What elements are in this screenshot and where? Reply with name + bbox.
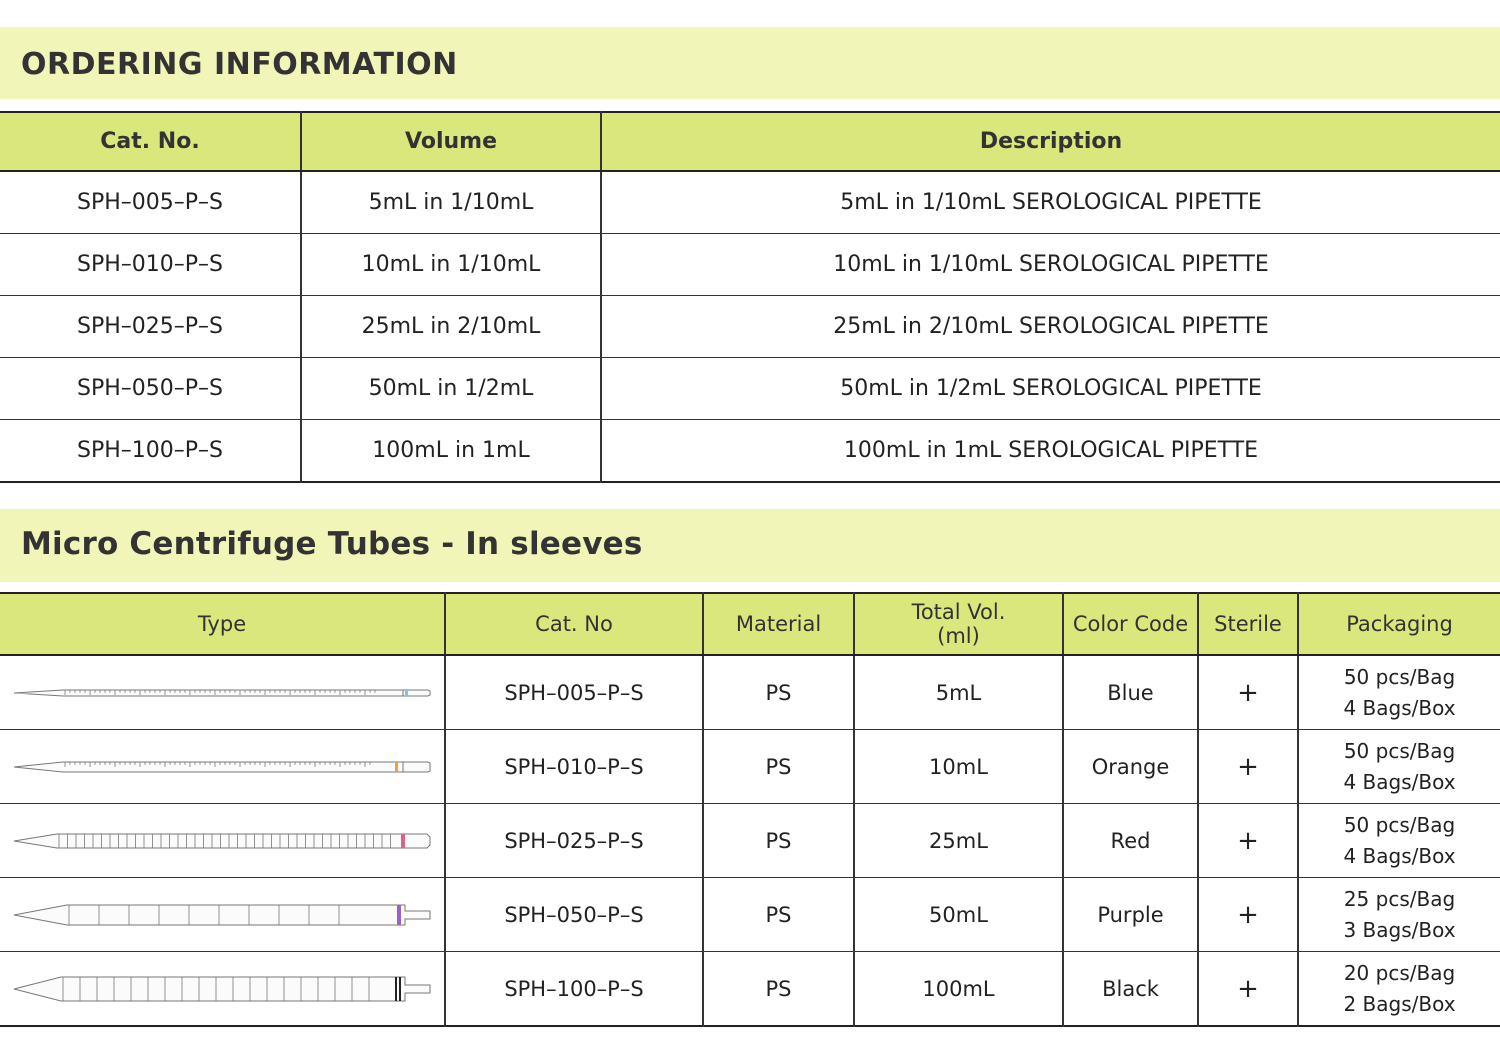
cat-no-cell: SPH–010–P–S	[0, 234, 301, 296]
table-row	[0, 296, 1500, 358]
column-header-packaging: Packaging	[1298, 593, 1500, 655]
description-cell: 25mL in 2/10mL SEROLOGICAL PIPETTE	[601, 296, 1500, 358]
column-header-description: Description	[601, 112, 1500, 171]
section-title: Micro Centrifuge Tubes - In sleeves	[21, 526, 643, 562]
volume-cell: 50mL in 1/2mL	[301, 358, 601, 420]
column-header-color-code: Color Code	[1063, 593, 1198, 655]
type-cell	[0, 730, 445, 804]
cat-no-cell: SPH–025–P–S	[445, 804, 703, 878]
packaging-cell	[1298, 804, 1500, 878]
sterile-cell: +	[1198, 804, 1298, 878]
table-row	[0, 420, 1500, 483]
table-header-row	[0, 112, 1500, 171]
total-vol-label: Total Vol.	[911, 600, 1006, 624]
sterile-cell: +	[1198, 655, 1298, 730]
color-band	[395, 977, 397, 1001]
table-row	[0, 171, 1500, 234]
sterile-cell: +	[1198, 730, 1298, 804]
packaging-per-bag: 50 pcs/Bag	[1343, 738, 1456, 763]
column-header-cat-no: Cat. No.	[0, 112, 301, 171]
column-header-cat-no: Cat. No	[445, 593, 703, 655]
packaging-per-box: 2 Bags/Box	[1343, 991, 1456, 1016]
description-cell: 5mL in 1/10mL SEROLOGICAL PIPETTE	[601, 171, 1500, 234]
color-code-cell: Black	[1063, 952, 1198, 1027]
sterile-cell: +	[1198, 878, 1298, 952]
pipette-100ml-icon	[13, 974, 431, 1004]
material-cell: PS	[703, 878, 854, 952]
column-header-volume: Volume	[301, 112, 601, 171]
cat-no-cell: SPH–100–P–S	[0, 420, 301, 483]
table-row	[0, 730, 1500, 804]
color-band	[405, 690, 408, 696]
packaging-per-bag: 20 pcs/Bag	[1343, 960, 1456, 985]
packaging-per-bag: 50 pcs/Bag	[1343, 812, 1456, 837]
color-code-cell: Purple	[1063, 878, 1198, 952]
table-header-row	[0, 593, 1500, 655]
packaging-cell	[1298, 655, 1500, 730]
micro-centrifuge-tubes-banner	[0, 509, 1500, 582]
table-row	[0, 655, 1500, 730]
cat-no-cell: SPH–050–P–S	[445, 878, 703, 952]
color-code-cell: Red	[1063, 804, 1198, 878]
pipette-5ml-icon	[13, 681, 431, 705]
type-cell	[0, 878, 445, 952]
packaging-per-box: 4 Bags/Box	[1343, 695, 1456, 720]
column-header-type: Type	[0, 593, 445, 655]
color-code-cell: Blue	[1063, 655, 1198, 730]
pipette-50ml-icon	[13, 901, 431, 929]
column-header-sterile: Sterile	[1198, 593, 1298, 655]
sterile-cell: +	[1198, 952, 1298, 1027]
cat-no-cell: SPH–005–P–S	[0, 171, 301, 234]
ordering-information-banner	[0, 27, 1500, 99]
description-cell: 10mL in 1/10mL SEROLOGICAL PIPETTE	[601, 234, 1500, 296]
packaging-per-box: 3 Bags/Box	[1343, 917, 1456, 942]
type-cell	[0, 804, 445, 878]
table-row	[0, 878, 1500, 952]
packaging-cell	[1298, 952, 1500, 1027]
section-title: ORDERING INFORMATION	[21, 47, 458, 82]
volume-cell: 10mL in 1/10mL	[301, 234, 601, 296]
cat-no-cell: SPH–100–P–S	[445, 952, 703, 1027]
color-band	[395, 762, 398, 772]
packaging-per-bag: 25 pcs/Bag	[1343, 886, 1456, 911]
tubes-table	[0, 592, 1500, 1027]
pipette-10ml-icon	[13, 755, 431, 779]
table-row	[0, 358, 1500, 420]
color-band	[397, 905, 401, 925]
volume-cell: 10mL	[854, 730, 1063, 804]
description-cell: 100mL in 1mL SEROLOGICAL PIPETTE	[601, 420, 1500, 483]
color-band	[401, 834, 405, 848]
volume-cell: 5mL	[854, 655, 1063, 730]
description-cell: 50mL in 1/2mL SEROLOGICAL PIPETTE	[601, 358, 1500, 420]
type-cell	[0, 952, 445, 1027]
color-code-cell: Orange	[1063, 730, 1198, 804]
volume-cell: 50mL	[854, 878, 1063, 952]
volume-cell: 100mL in 1mL	[301, 420, 601, 483]
packaging-cell	[1298, 730, 1500, 804]
ordering-table	[0, 111, 1500, 483]
volume-cell: 25mL	[854, 804, 1063, 878]
material-cell: PS	[703, 655, 854, 730]
material-cell: PS	[703, 952, 854, 1027]
table-row	[0, 952, 1500, 1027]
packaging-per-bag: 50 pcs/Bag	[1343, 664, 1456, 689]
column-header-total-vol	[854, 593, 1063, 655]
table-row	[0, 234, 1500, 296]
material-cell: PS	[703, 804, 854, 878]
volume-cell: 100mL	[854, 952, 1063, 1027]
pipette-25ml-icon	[13, 829, 431, 853]
packaging-cell	[1298, 878, 1500, 952]
packaging-per-box: 4 Bags/Box	[1343, 843, 1456, 868]
cat-no-cell: SPH–010–P–S	[445, 730, 703, 804]
table-row	[0, 804, 1500, 878]
column-header-material: Material	[703, 593, 854, 655]
material-cell: PS	[703, 730, 854, 804]
color-band	[399, 977, 401, 1001]
type-cell	[0, 655, 445, 730]
total-vol-unit: (ml)	[937, 624, 980, 648]
cat-no-cell: SPH–005–P–S	[445, 655, 703, 730]
cat-no-cell: SPH–025–P–S	[0, 296, 301, 358]
volume-cell: 25mL in 2/10mL	[301, 296, 601, 358]
cat-no-cell: SPH–050–P–S	[0, 358, 301, 420]
volume-cell: 5mL in 1/10mL	[301, 171, 601, 234]
packaging-per-box: 4 Bags/Box	[1343, 769, 1456, 794]
